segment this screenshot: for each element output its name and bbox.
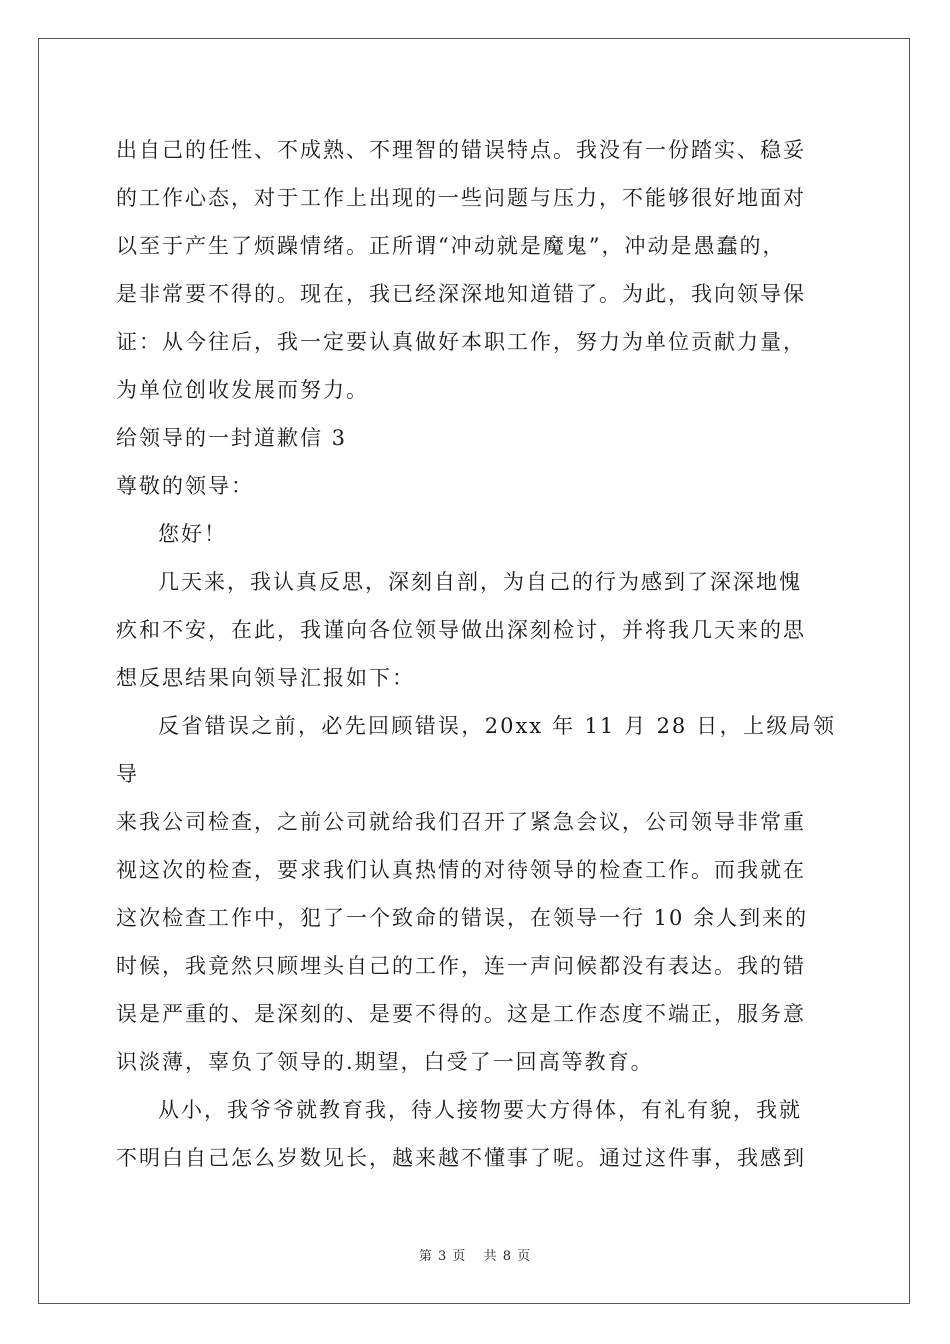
text-line: 几天来，我认真反思，深刻自剖，为自己的行为感到了深深地愧 <box>158 570 802 594</box>
text-line: 不明白自己怎么岁数见长，越来越不懂事了呢。通过这件事，我感到 <box>116 1146 806 1170</box>
text-line: 出自己的任性、不成熟、不理智的错误特点。我没有一份踏实、稳妥 <box>116 138 806 162</box>
text-line: 反省错误之前，必先回顾错误，20xx 年 11 月 28 日，上级局领导 <box>116 714 836 786</box>
text-line: 为单位创收发展而努力。 <box>116 378 369 402</box>
page-footer <box>0 1245 950 1264</box>
document-body <box>116 126 836 1182</box>
text-line: 时候，我竟然只顾埋头自己的工作，连一声问候都没有表达。我的错 <box>116 954 806 978</box>
text-line: 以至于产生了烦躁情绪。正所谓“冲动就是魔鬼”，冲动是愚蠢的， <box>116 234 786 258</box>
text-line: 这次检查工作中，犯了一个致命的错误，在领导一行 10 余人到来的 <box>116 906 809 930</box>
text-line: 想反思结果向领导汇报如下： <box>116 666 415 690</box>
text-line: 识淡薄，辜负了领导的.期望，白受了一回高等教育。 <box>116 1050 654 1074</box>
text-line: 证：从今往后，我一定要认真做好本职工作，努力为单位贡献力量， <box>116 330 806 354</box>
text-line: 疚和不安，在此，我谨向各位领导做出深刻检讨，并将我几天来的思 <box>116 618 806 642</box>
text-line: 您好！ <box>158 522 227 546</box>
salutation-line: 尊敬的领导： <box>116 474 254 498</box>
text-line: 从小，我爷爷就教育我，待人接物要大方得体，有礼有貌，我就 <box>158 1098 802 1122</box>
total-pages-label: 共 8 页 <box>483 1249 532 1264</box>
text-line: 误是严重的、是深刻的、是要不得的。这是工作态度不端正，服务意 <box>116 1002 806 1026</box>
text-line: 来我公司检查，之前公司就给我们召开了紧急会议，公司领导非常重 <box>116 810 806 834</box>
current-page-label: 第 3 页 <box>418 1249 467 1264</box>
text-line: 是非常要不得的。现在，我已经深深地知道错了。为此，我向领导保 <box>116 282 806 306</box>
section-heading: 给领导的一封道歉信 3 <box>116 426 348 450</box>
text-line: 的工作心态，对于工作上出现的一些问题与压力，不能够很好地面对 <box>116 186 806 210</box>
text-line: 视这次的检查，要求我们认真热情的对待领导的检查工作。而我就在 <box>116 858 806 882</box>
